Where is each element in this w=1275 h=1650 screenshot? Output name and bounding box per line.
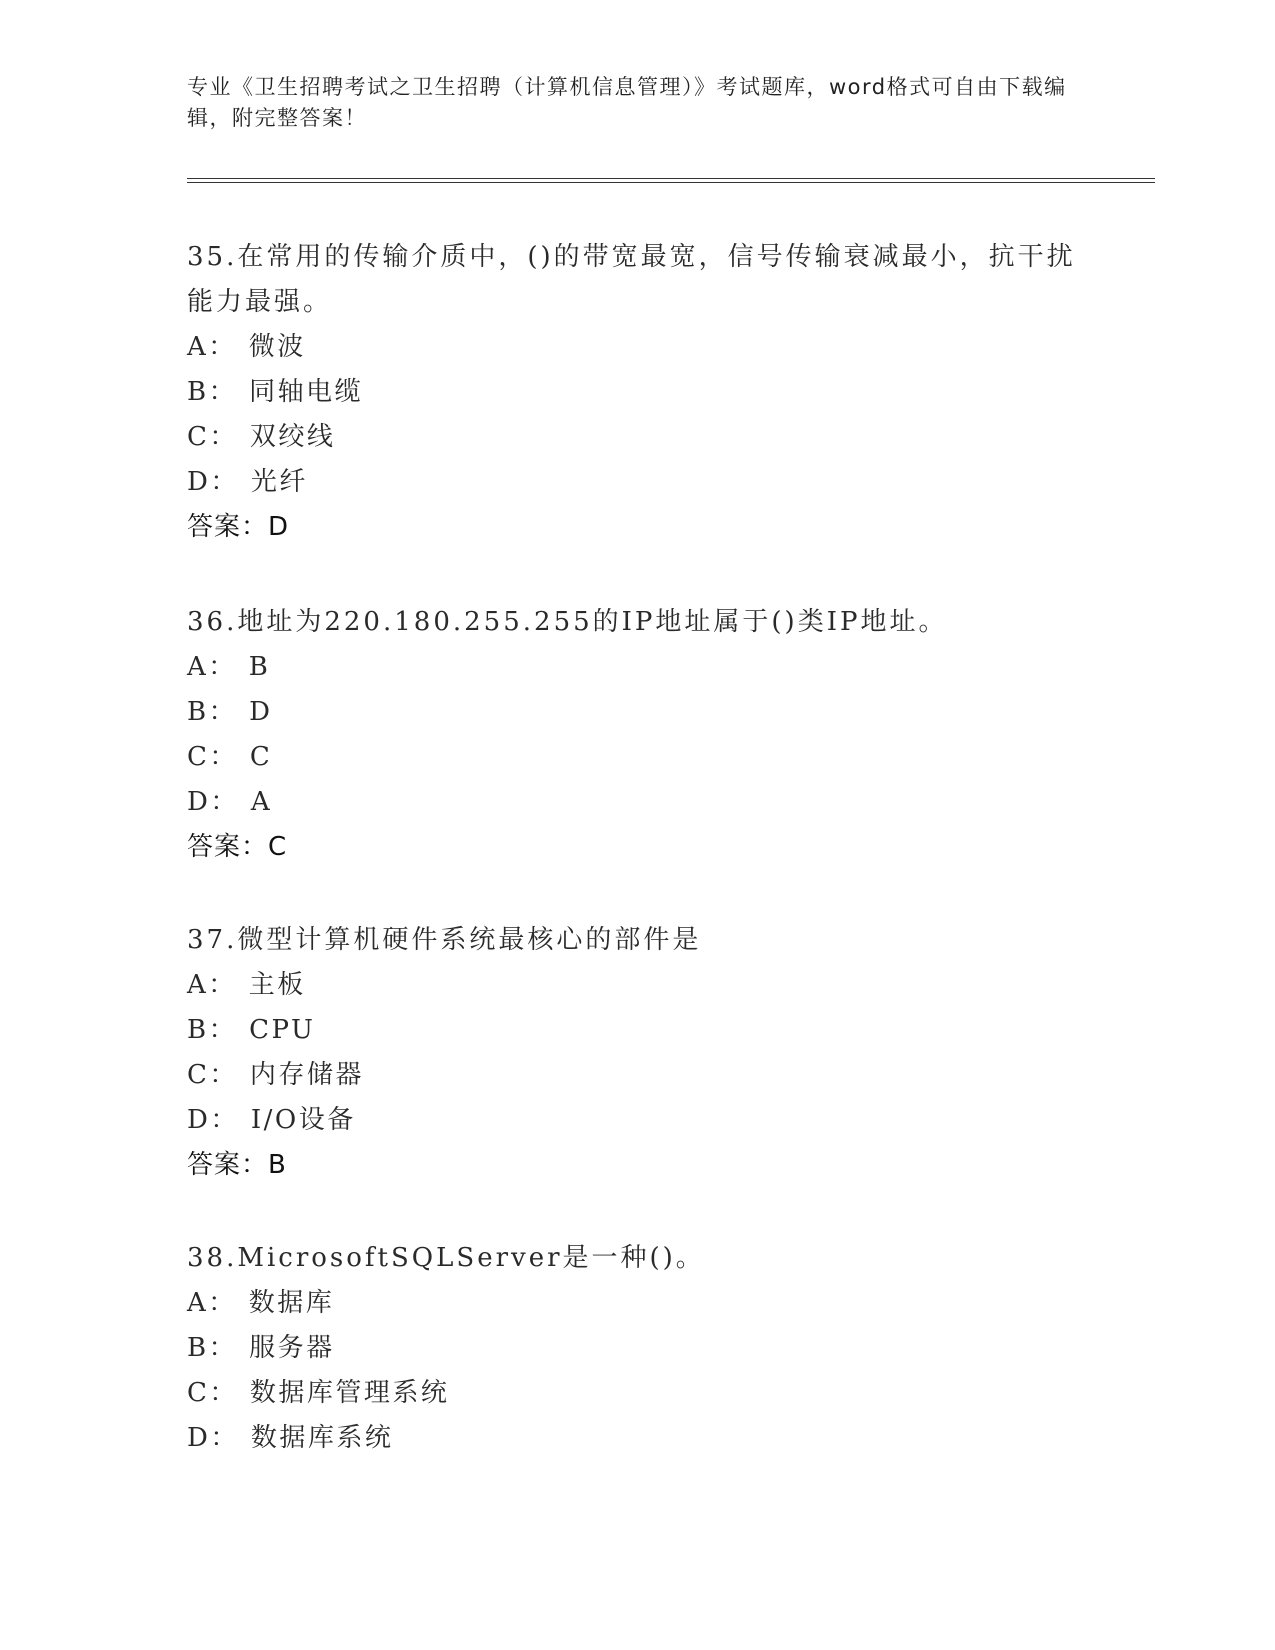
option-text: 数据库 [248, 1288, 335, 1318]
option-letter: A： [187, 652, 237, 682]
option-text: 主板 [248, 970, 306, 1000]
option-text: I/O设备 [250, 1105, 356, 1135]
option-text: 服务器 [249, 1333, 335, 1363]
option-text: D [249, 697, 273, 727]
option-letter: C： [187, 1378, 238, 1408]
option-d [187, 1098, 1087, 1143]
question-stem: 37.微型计算机硬件系统最核心的部件是 [187, 925, 702, 955]
option-letter: D： [187, 1423, 239, 1453]
question-38 [187, 1236, 1087, 1461]
option-text: 同轴电缆 [249, 377, 364, 407]
option-d [187, 1416, 1087, 1461]
option-letter: B： [187, 1333, 238, 1363]
option-b [187, 690, 1087, 735]
option-text: 微波 [248, 332, 306, 362]
answer-label: 答案：C [187, 832, 288, 862]
option-text: CPU [249, 1015, 316, 1045]
header-divider-top [187, 178, 1155, 179]
question-stem: 35.在常用的传输介质中，()的带宽最宽，信号传输衰减最小，抗干扰能力最强。 [187, 242, 1076, 317]
option-letter: C： [187, 742, 238, 772]
option-text: A [250, 787, 273, 817]
option-a [187, 963, 1087, 1008]
option-letter: A： [187, 970, 237, 1000]
option-d [187, 780, 1087, 825]
document-header: 专业《卫生招聘考试之卫生招聘（计算机信息管理）》考试题库，word格式可自由下载编辑，附完整答案！ [187, 75, 1067, 130]
question-36 [187, 600, 1087, 870]
question-stem: 36.地址为220.180.255.255的IP地址属于()类IP地址。 [187, 607, 948, 637]
option-text: 数据库系统 [250, 1423, 394, 1453]
option-a [187, 645, 1087, 690]
option-b [187, 1326, 1087, 1371]
option-letter: D： [187, 1105, 239, 1135]
option-a [187, 1281, 1087, 1326]
question-35 [187, 235, 1087, 550]
option-letter: A： [187, 1288, 237, 1318]
option-letter: D： [187, 787, 239, 817]
option-text: 数据库管理系统 [249, 1378, 450, 1408]
option-text: 内存储器 [249, 1060, 364, 1090]
option-text: 光纤 [250, 467, 308, 497]
option-c [187, 1371, 1087, 1416]
option-c [187, 735, 1087, 780]
option-text: B [248, 652, 271, 682]
question-37 [187, 918, 1087, 1188]
option-c [187, 415, 1087, 460]
option-letter: C： [187, 1060, 238, 1090]
option-b [187, 370, 1087, 415]
option-letter: C： [187, 422, 238, 452]
option-c [187, 1053, 1087, 1098]
option-b [187, 1008, 1087, 1053]
option-d [187, 460, 1087, 505]
header-divider-bottom [187, 182, 1155, 183]
option-text: 双绞线 [249, 422, 336, 452]
option-a [187, 325, 1087, 370]
option-letter: B： [187, 697, 238, 727]
option-letter: D： [187, 467, 239, 497]
option-letter: A： [187, 332, 237, 362]
option-letter: B： [187, 377, 238, 407]
answer-label: 答案：B [187, 1150, 287, 1180]
answer-label: 答案：D [187, 512, 290, 542]
question-stem: 38.MicrosoftSQLServer是一种()。 [187, 1243, 705, 1273]
option-letter: B： [187, 1015, 238, 1045]
option-text: C [249, 742, 273, 772]
